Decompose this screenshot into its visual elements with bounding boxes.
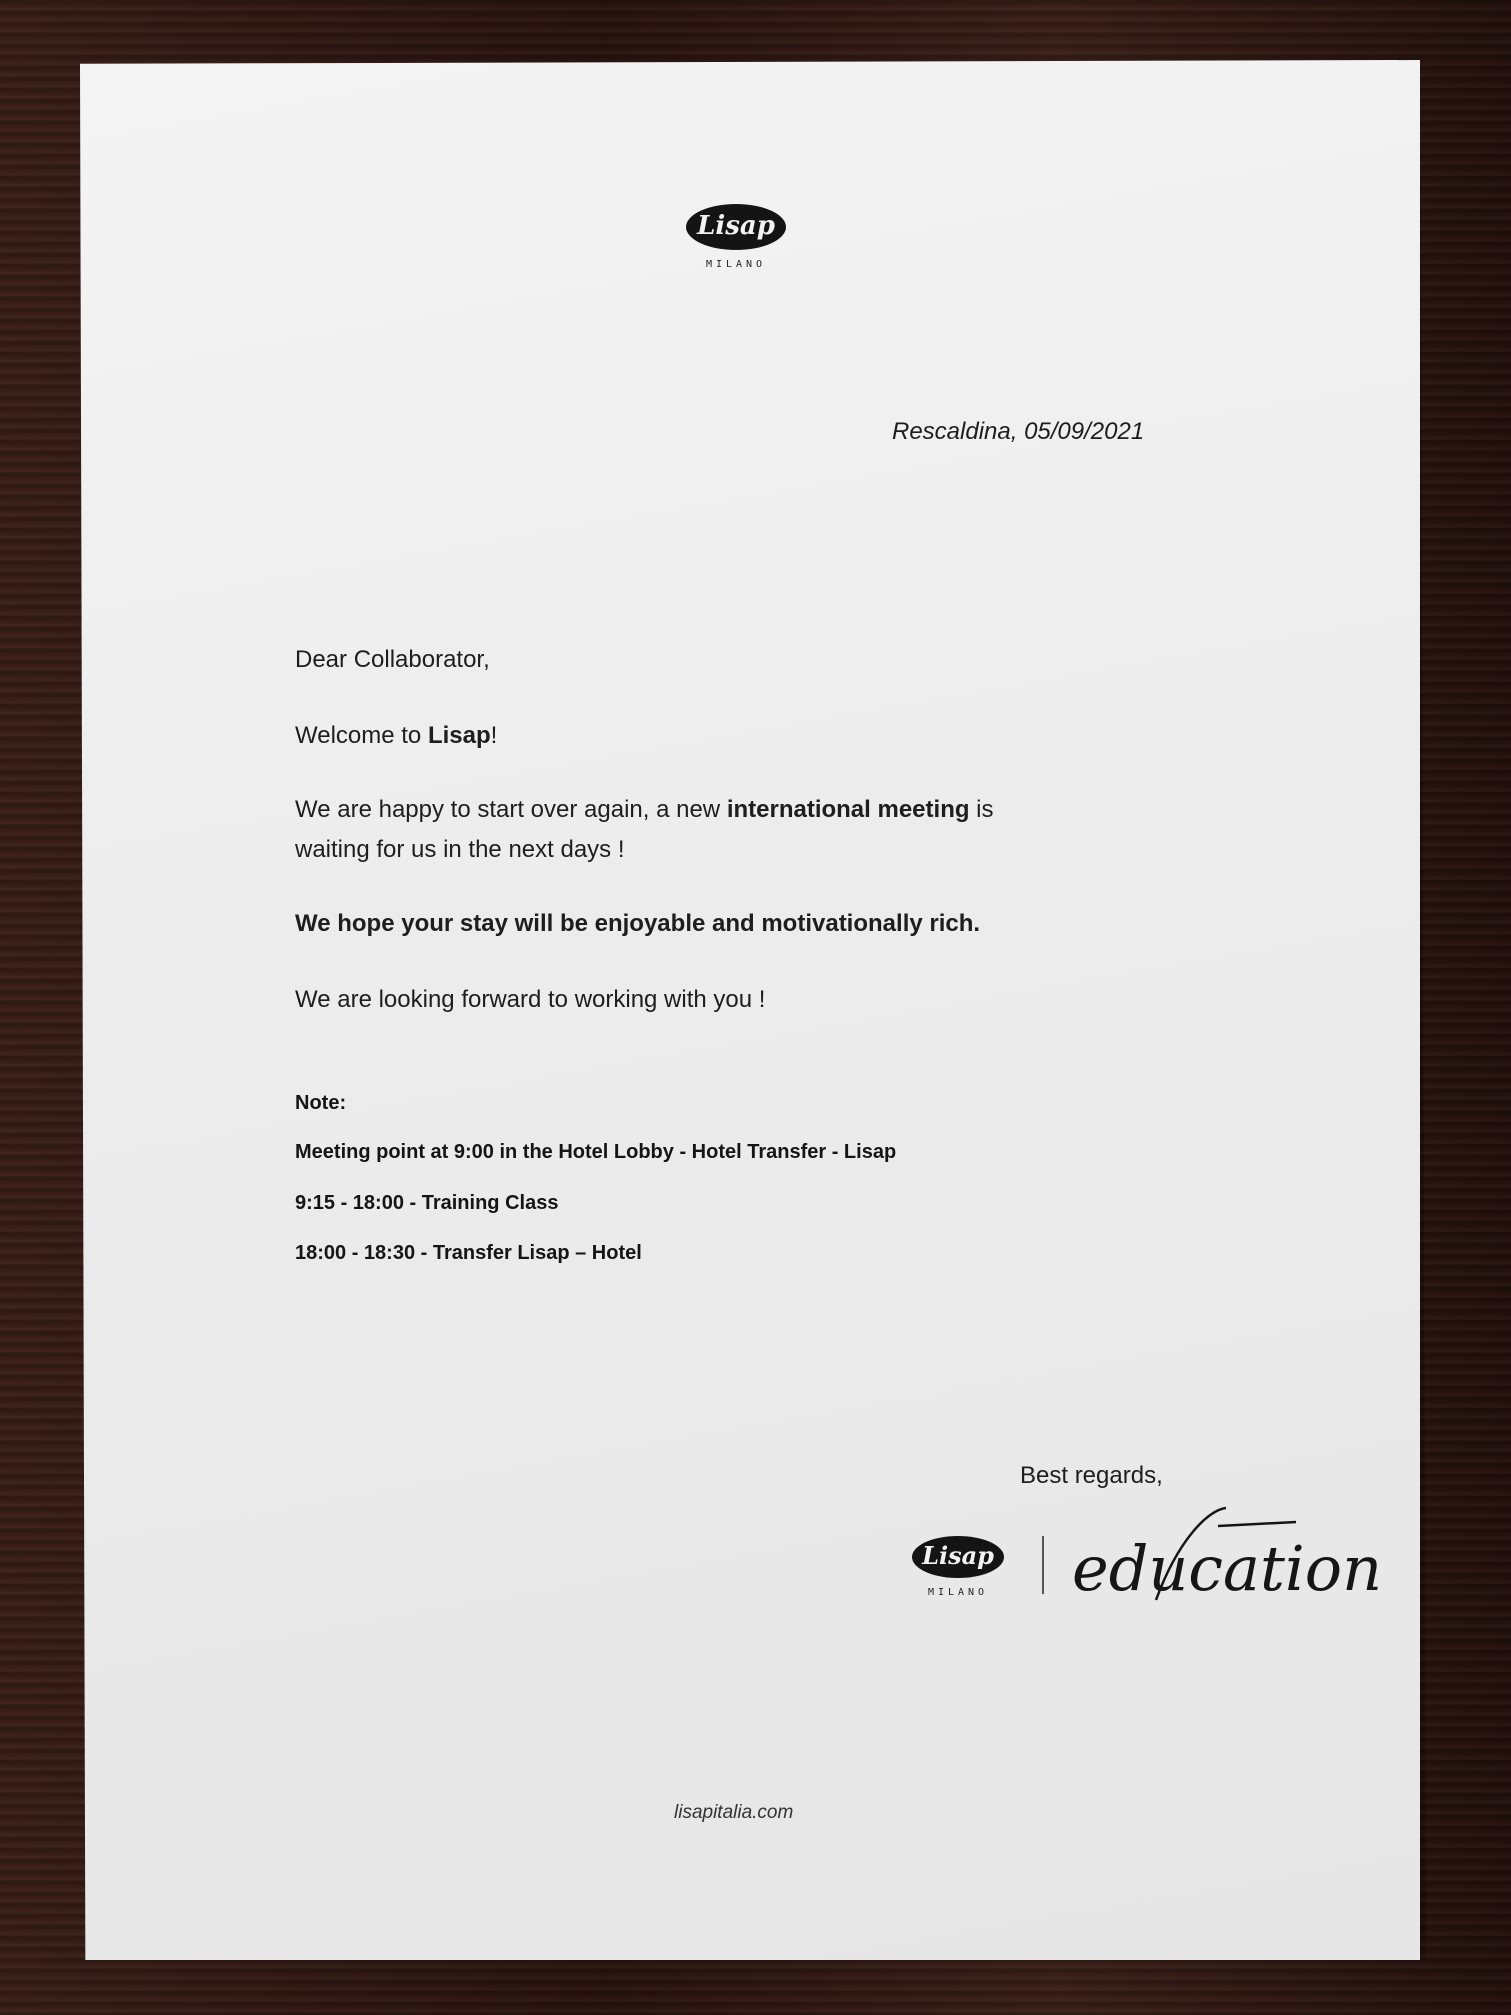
paragraph1-prefix: We are happy to start over again, a new <box>295 796 727 823</box>
logo-divider <box>1042 1536 1044 1594</box>
paragraph-stay-wish: We hope your stay will be enjoyable and motivationally rich. <box>295 910 981 937</box>
welcome-suffix: ! <box>490 722 498 749</box>
lisap-logo-header <box>684 202 788 270</box>
welcome-prefix: Welcome to <box>295 722 428 749</box>
lisap-oval-logo-icon <box>910 1534 1006 1580</box>
paragraph-looking-forward: We are looking forward to working with you ! <box>295 986 766 1013</box>
note-item: Meeting point at 9:00 in the Hotel Lobby - Hotel Transfer - Lisap <box>295 1141 897 1163</box>
logo-brand-text: Lisap <box>697 211 775 241</box>
welcome-brand: Lisap <box>427 722 491 749</box>
logo-sub-text: MILANO <box>705 259 767 270</box>
lisap-logo-footer <box>910 1534 1006 1598</box>
footer-logo-brand-text: Lisap <box>922 1541 994 1570</box>
paragraph1-line2: waiting for us in the next days ! <box>295 836 625 863</box>
website-link[interactable]: lisapitalia.com <box>674 1802 794 1823</box>
education-signature-icon <box>1068 1500 1382 1620</box>
paragraph1-mid: is <box>969 796 994 823</box>
letter-date: Rescaldina, 05/09/2021 <box>892 418 1145 445</box>
note-item: 9:15 - 18:00 - Training Class <box>295 1192 559 1214</box>
welcome-line <box>295 716 1195 756</box>
paragraph-international-meeting <box>295 790 1195 870</box>
closing-regards: Best regards, <box>1020 1462 1163 1489</box>
note-label: Note: <box>295 1092 347 1114</box>
salutation: Dear Collaborator, <box>295 646 490 673</box>
lisap-oval-logo-icon <box>684 202 788 252</box>
signature-text: education <box>1072 1532 1382 1605</box>
footer-logo-sub-text: MILANO <box>927 1587 989 1598</box>
note-item: 18:00 - 18:30 - Transfer Lisap – Hotel <box>295 1242 642 1264</box>
paragraph1-bold: international meeting <box>726 796 970 823</box>
